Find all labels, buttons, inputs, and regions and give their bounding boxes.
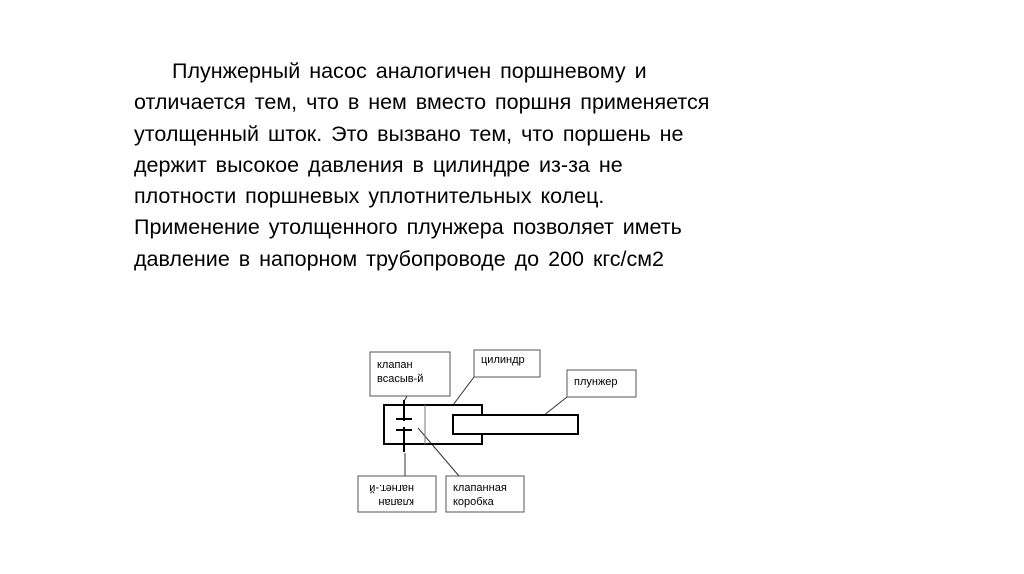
paragraph-line-2: отличается тем, что в нем вместо поршня применяется	[134, 90, 710, 115]
discharge-valve-label-line2: нагнет.-й	[369, 482, 414, 494]
suction-valve-label-line1: клапан	[377, 359, 413, 371]
plunger-label: плунжер	[574, 376, 618, 388]
valve-box-label-line2: коробка	[453, 496, 494, 508]
paragraph-line-3: утолщенный шток. Это вызвано тем, что поршень не	[134, 121, 684, 146]
cylinder-label: цилиндр	[481, 354, 525, 366]
discharge-valve-label-line1: клапан	[378, 496, 414, 508]
paragraph-line-5: плотности поршневых уплотнительных колец.	[134, 184, 605, 209]
paragraph-line-7: давление в напорном трубопроводе до 200 кгс/см2	[134, 246, 664, 271]
suction-valve-label-line2: всасыв-й	[377, 373, 424, 385]
valve-box-label-line1: клапанная	[453, 482, 507, 494]
plunger-rod	[453, 415, 578, 434]
leader-valve-box	[418, 428, 459, 476]
paragraph-line-1: Плунжерный насос аналогичен поршневому и	[172, 59, 647, 83]
paragraph-line-4: держит высокое давления в цилиндре из-за не	[134, 152, 623, 177]
leader-cylinder	[453, 377, 474, 405]
leader-plunger	[543, 397, 567, 416]
paragraph-line-6: Применение утолщенного плунжера позволяет иметь	[134, 215, 682, 240]
